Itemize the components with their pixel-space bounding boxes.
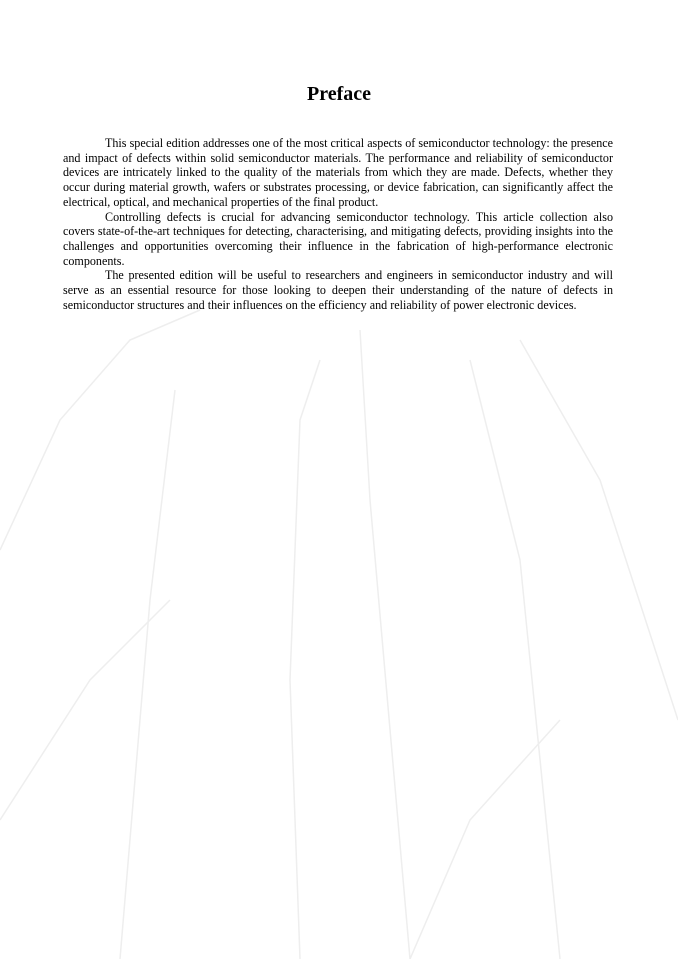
paragraph: The presented edition will be useful to researchers and engineers in semiconductor industry and will serve as an essential resource for those looking to deepen their understanding of the nature of defects in semiconductor structures and their influences on the efficiency and reliability of power electronic devices. (63, 268, 613, 312)
paragraph: Controlling defects is crucial for advancing semiconductor technology. This article collection also covers state-of-the-art techniques for detecting, characterising, and mitigating defects, providing insights into the challenges and opportunities overcoming their influence in the fabrication of high-performance electronic components. (63, 209, 613, 268)
background-watermark (0, 300, 678, 959)
paragraph: This special edition addresses one of the most critical aspects of semiconductor technology: the presence and impact of defects within solid semiconductor materials. The performance and reliability of semiconductor devices are intricately linked to the quality of the materials from which they are made. Defects, whether they occur during material growth, wafers or substrates processing, or device fabrication, can significantly affect the electrical, optical, and mechanical properties of the final product. (63, 136, 613, 209)
page-title: Preface (306, 83, 372, 105)
preface-body (63, 136, 613, 312)
